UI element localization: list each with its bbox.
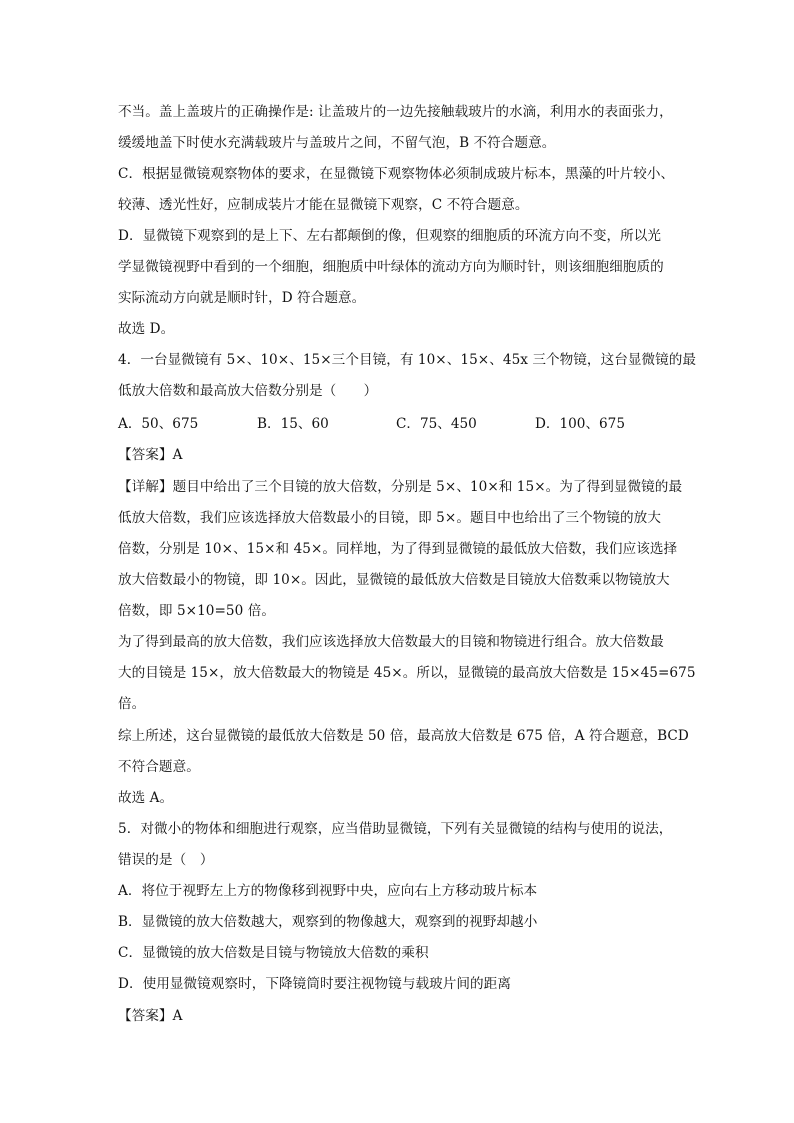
text-line: C．根据显微镜观察物体的要求，在显微镜下观察物体必须制成玻片标本，黑藻的叶片较小、 bbox=[118, 166, 675, 182]
question-4-detail: 倍数，即 5×10=50 倍。 bbox=[118, 603, 275, 619]
question-4-stem: 低放大倍数和最高放大倍数分别是（ ） bbox=[118, 383, 378, 399]
option-b: B．15、60 bbox=[257, 416, 329, 432]
text-line: D．显微镜下观察到的是上下、左右都颠倒的像，但观察的细胞质的环流方向不变，所以光 bbox=[118, 228, 662, 244]
question-4-answer: 【答案】A bbox=[118, 447, 183, 463]
question-4-detail: 低放大倍数，我们应该选择放大倍数最小的目镜，即 5×。题目中也给出了三个物镜的放大 bbox=[118, 510, 661, 526]
question-4-detail: 故选 A。 bbox=[118, 790, 174, 806]
text-line: 不当。盖上盖玻片的正确操作是: 让盖玻片的一边先接触载玻片的水滴，利用水的表面张力， bbox=[118, 104, 673, 120]
text-line: 缓缓地盖下时使水充满载玻片与盖玻片之间，不留气泡，B 不符合题意。 bbox=[118, 135, 556, 151]
question-4-detail: 倍数，分别是 10×、15×和 45×。同样地，为了得到显微镜的最低放大倍数，我们应该选择 bbox=[118, 541, 678, 557]
question-4-detail: 【详解】题目中给出了三个目镜的放大倍数，分别是 5×、10×和 15×。为了得到显微镜的最 bbox=[118, 479, 683, 495]
option-a: A．50、675 bbox=[118, 416, 199, 432]
question-4-options bbox=[118, 414, 688, 434]
question-5-option-a: A．将位于视野左上方的物像移到视野中央，应向右上方移动玻片标本 bbox=[118, 883, 538, 899]
text-line: 故选 D。 bbox=[118, 321, 175, 337]
question-5-answer: 【答案】A bbox=[118, 1008, 183, 1024]
question-5-stem: 错误的是（ ） bbox=[118, 852, 214, 868]
question-4-detail: 综上所述，这台显微镜的最低放大倍数是 50 倍，最高放大倍数是 675 倍，A 符合题意，BCD bbox=[118, 728, 689, 744]
question-5-stem: 5．对微小的物体和细胞进行观察，应当借助显微镜，下列有关显微镜的结构与使用的说法， bbox=[118, 821, 673, 837]
text-line: 实际流动方向就是顺时针，D 符合题意。 bbox=[118, 290, 366, 306]
question-4-detail: 放大倍数最小的物镜，即 10×。因此，显微镜的最低放大倍数是目镜放大倍数乘以物镜放大 bbox=[118, 572, 670, 588]
text-line: 学显微镜视野中看到的一个细胞，细胞质中叶绿体的流动方向为顺时针，则该细胞细胞质的 bbox=[118, 259, 664, 275]
option-d: D．100、675 bbox=[535, 416, 625, 432]
question-4-detail: 倍。 bbox=[118, 696, 146, 712]
question-4-stem: 4．一台显微镜有 5×、10×、15×三个目镜，有 10×、15×、45x 三个物镜，这台显微镜的最 bbox=[118, 352, 697, 368]
question-4-detail: 为了得到最高的放大倍数，我们应该选择放大倍数最大的目镜和物镜进行组合。放大倍数最 bbox=[118, 634, 664, 650]
question-4-detail: 大的目镜是 15×，放大倍数最大的物镜是 45×。所以，显微镜的最高放大倍数是 15×45=675 bbox=[118, 665, 696, 681]
text-line: 较薄、透光性好，应制成装片才能在显微镜下观察，C 不符合题意。 bbox=[118, 197, 529, 213]
question-5-option-d: D．使用显微镜观察时，下降镜筒时要注视物镜与载玻片间的距离 bbox=[118, 976, 511, 992]
option-c: C．75、450 bbox=[396, 416, 477, 432]
question-4-detail: 不符合题意。 bbox=[118, 759, 200, 775]
question-5-option-c: C．显微镜的放大倍数是目镜与物镜放大倍数的乘积 bbox=[118, 945, 429, 961]
question-5-option-b: B．显微镜的放大倍数越大，观察到的物像越大，观察到的视野却越小 bbox=[118, 914, 538, 930]
